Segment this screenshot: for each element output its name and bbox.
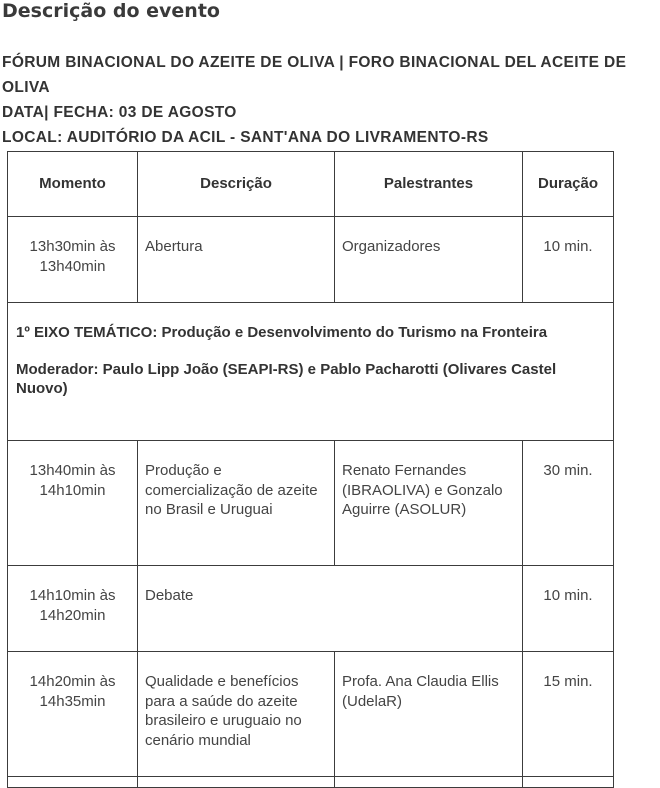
section-theme: 1º EIXO TEMÁTICO: Produção e Desenvolvimento do Turismo na Fronteira bbox=[16, 324, 548, 341]
cell-empty bbox=[8, 777, 138, 788]
header-moment: Momento bbox=[8, 152, 138, 217]
header-speakers: Palestrantes bbox=[335, 152, 523, 217]
cell-duration: 10 min. bbox=[523, 217, 614, 303]
cell-description: Qualidade e benefícios para a saúde do azeite brasileiro e uruguaio no cenário mundial bbox=[138, 652, 335, 777]
cell-description: Debate bbox=[138, 566, 523, 652]
cell-moment: 14h10min às 14h20min bbox=[8, 566, 138, 652]
cell-duration: 10 min. bbox=[523, 566, 614, 652]
cell-duration: 30 min. bbox=[523, 441, 614, 566]
cell-speakers: Profa. Ana Claudia Ellis (UdelaR) bbox=[335, 652, 523, 777]
schedule-table bbox=[7, 151, 614, 788]
cell-description: Abertura bbox=[138, 217, 335, 303]
event-date: DATA| FECHA: 03 DE AGOSTO bbox=[2, 104, 237, 121]
cell-moment: 13h40min às 14h10min bbox=[8, 441, 138, 566]
table-row-partial bbox=[8, 777, 614, 788]
page-title: Descrição do evento bbox=[2, 0, 220, 22]
section-cell bbox=[8, 303, 614, 441]
event-info bbox=[2, 50, 658, 150]
cell-empty bbox=[523, 777, 614, 788]
cell-duration: 15 min. bbox=[523, 652, 614, 777]
cell-moment: 14h20min às 14h35min bbox=[8, 652, 138, 777]
cell-description: Produção e comercialização de azeite no Brasil e Uruguai bbox=[138, 441, 335, 566]
cell-moment: 13h30min às 13h40min bbox=[8, 217, 138, 303]
cell-empty bbox=[138, 777, 335, 788]
table-header-row bbox=[8, 152, 614, 217]
event-name: FÓRUM BINACIONAL DO AZEITE DE OLIVA | FORO BINACIONAL DEL ACEITE DE OLIVA bbox=[2, 54, 627, 96]
header-duration: Duração bbox=[523, 152, 614, 217]
cell-speakers: Renato Fernandes (IBRAOLIVA) e Gonzalo Aguirre (ASOLUR) bbox=[335, 441, 523, 566]
section-moderator: Moderador: Paulo Lipp João (SEAPI-RS) e Pablo Pacharotti (Olivares Castel Nuovo) bbox=[16, 360, 557, 398]
table-row bbox=[8, 566, 614, 652]
table-row bbox=[8, 217, 614, 303]
table-section-row bbox=[8, 303, 614, 441]
event-location: LOCAL: AUDITÓRIO DA ACIL - SANT'ANA DO LIVRAMENTO-RS bbox=[2, 129, 489, 146]
table-row bbox=[8, 652, 614, 777]
header-description: Descrição bbox=[138, 152, 335, 217]
cell-speakers: Organizadores bbox=[335, 217, 523, 303]
table-row bbox=[8, 441, 614, 566]
cell-empty bbox=[335, 777, 523, 788]
